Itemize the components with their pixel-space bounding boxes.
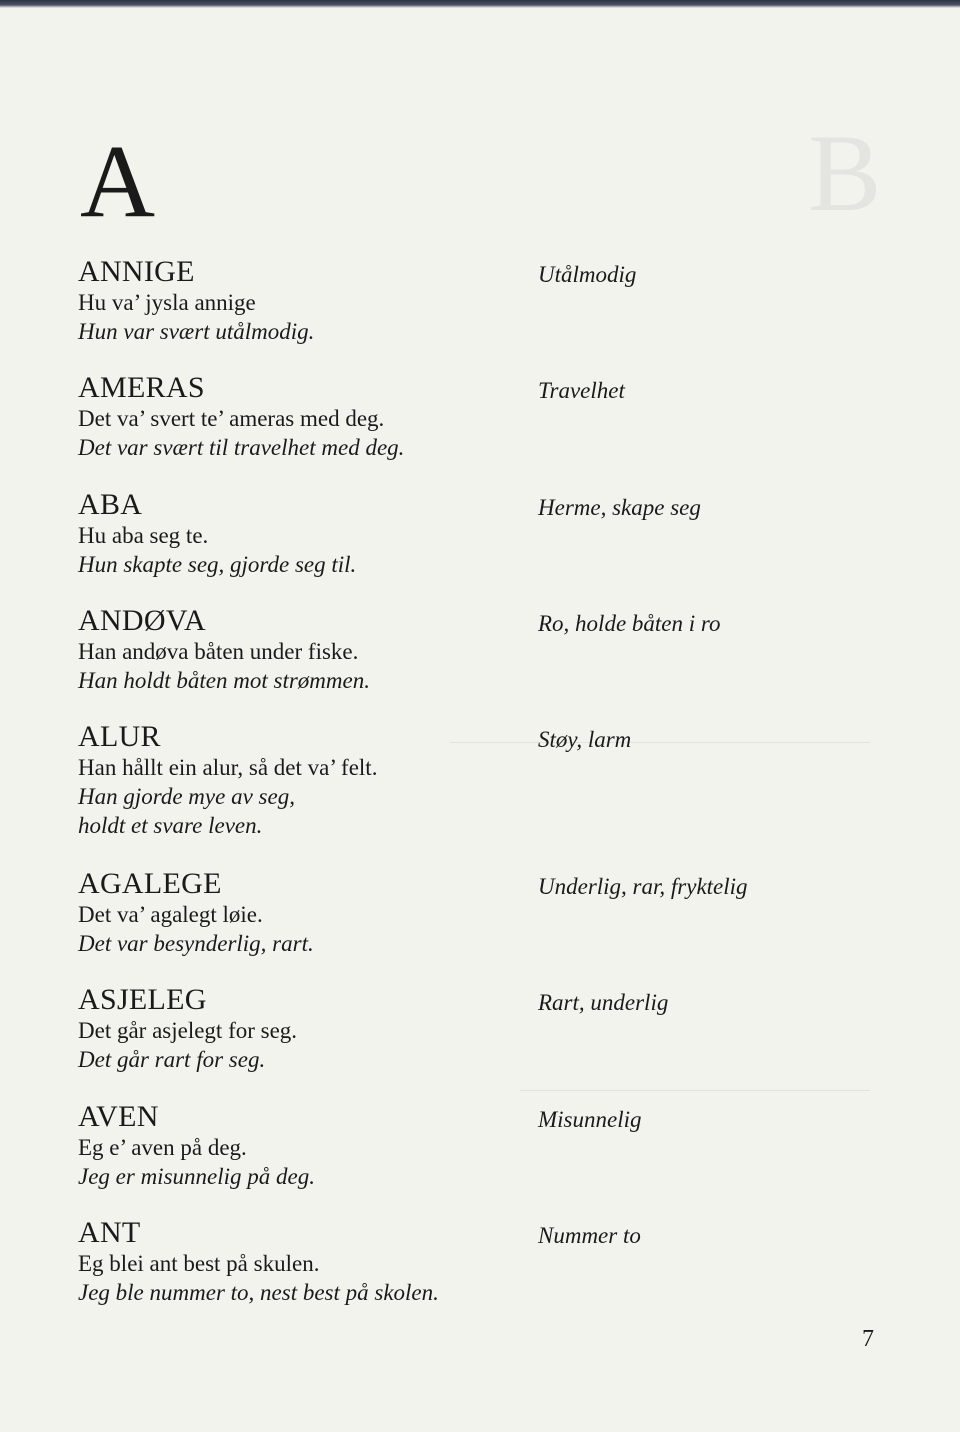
norwegian-translation: Hun var svært utålmodig.: [78, 319, 315, 344]
section-letter: A: [80, 124, 156, 239]
headword: ABA: [78, 488, 143, 521]
page-number: 7: [862, 1326, 874, 1352]
dictionary-entry: [78, 1217, 518, 1307]
meaning: Utålmodig: [538, 262, 637, 287]
dialect-example: Hu aba seg te.: [78, 523, 209, 548]
dictionary-entry: [78, 1101, 518, 1191]
norwegian-translation: Jeg ble nummer to, nest best på skolen.: [78, 1280, 439, 1305]
meaning: Rart, underlig: [538, 990, 669, 1015]
dictionary-entry: [78, 489, 518, 579]
headword: ANNIGE: [78, 255, 195, 288]
dialect-example: Det går asjelegt for seg.: [78, 1018, 298, 1043]
meaning: Støy, larm: [538, 727, 632, 752]
meaning: Underlig, rar, fryktelig: [538, 874, 748, 899]
meaning: Herme, skape seg: [538, 495, 701, 520]
dictionary-entry: [78, 605, 518, 695]
dialect-example: Eg e’ aven på deg.: [78, 1135, 247, 1160]
dictionary-entry: [78, 984, 518, 1074]
bleed-through-letter: B: [808, 112, 882, 234]
headword: AVEN: [78, 1100, 159, 1133]
dictionary-entry: [78, 372, 518, 462]
norwegian-translation: Han gjorde mye av seg,: [78, 784, 295, 809]
dictionary-entry: [78, 868, 518, 958]
dialect-example: Det va’ agalegt løie.: [78, 902, 263, 927]
dialect-example: Han andøva båten under fiske.: [78, 639, 359, 664]
headword: ANT: [78, 1216, 141, 1249]
norwegian-translation: Det går rart for seg.: [78, 1047, 266, 1072]
dictionary-entry: [78, 256, 518, 346]
norwegian-translation: Det var svært til travelhet med deg.: [78, 435, 405, 460]
meaning: Travelhet: [538, 378, 625, 403]
norwegian-translation: Jeg er misunnelig på deg.: [78, 1164, 315, 1189]
meaning: Ro, holde båten i ro: [538, 611, 721, 636]
norwegian-translation: holdt et svare leven.: [78, 813, 263, 838]
meaning: Nummer to: [538, 1223, 641, 1248]
dialect-example: Hu va’ jysla annige: [78, 290, 256, 315]
headword: ASJELEG: [78, 983, 207, 1016]
dictionary-entry: [78, 721, 518, 840]
meaning: Misunnelig: [538, 1107, 642, 1132]
norwegian-translation: Han holdt båten mot strømmen.: [78, 668, 370, 693]
headword: AMERAS: [78, 371, 205, 404]
page-top-edge: [0, 0, 960, 8]
dialect-example: Det va’ svert te’ ameras med deg.: [78, 406, 385, 431]
headword: ANDØVA: [78, 604, 206, 637]
bleed-through-line: [520, 1090, 870, 1091]
dialect-example: Han hållt ein alur, så det va’ felt.: [78, 755, 378, 780]
norwegian-translation: Hun skapte seg, gjorde seg til.: [78, 552, 357, 577]
headword: AGALEGE: [78, 867, 222, 900]
norwegian-translation: Det var besynderlig, rart.: [78, 931, 314, 956]
headword: ALUR: [78, 720, 161, 753]
dialect-example: Eg blei ant best på skulen.: [78, 1251, 320, 1276]
